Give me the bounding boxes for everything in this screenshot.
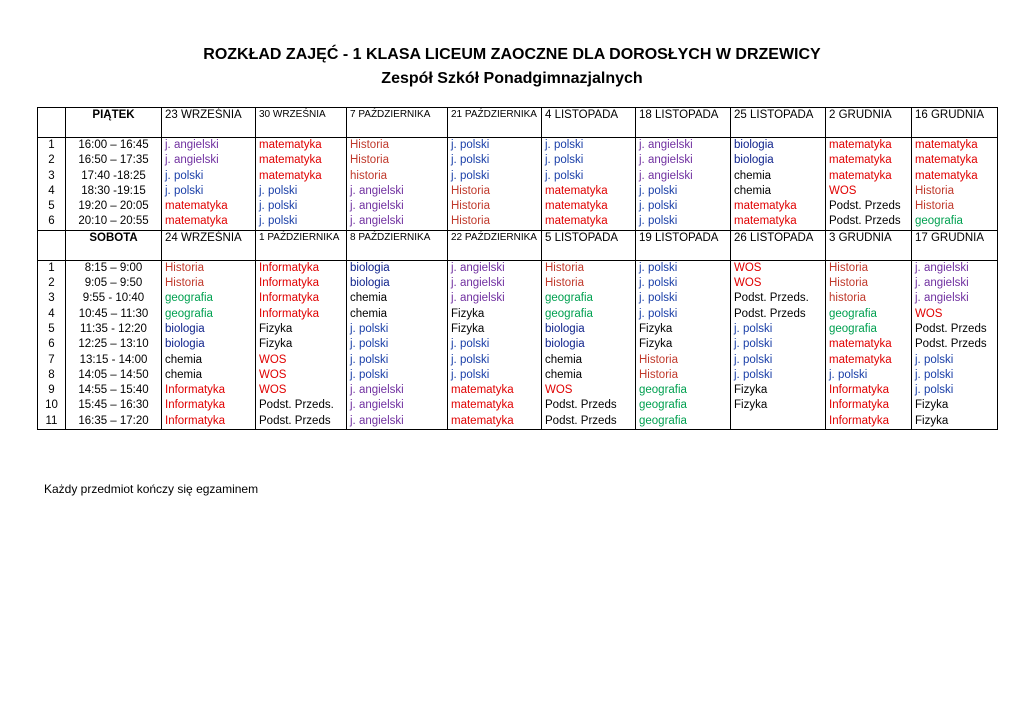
subject-cell: Informatyka xyxy=(162,414,256,430)
subject-cell: j. angielski xyxy=(636,138,731,154)
subject-cell: j. polski xyxy=(448,353,542,368)
date-header: 30 WRZEŚNIA xyxy=(256,108,347,138)
subject-cell: geografia xyxy=(636,414,731,430)
subject-cell: matematyka xyxy=(912,153,998,168)
subject-cell: Fizyka xyxy=(912,414,998,430)
subject-cell: j. polski xyxy=(256,214,347,230)
subject-cell: j. polski xyxy=(731,368,826,383)
subject-cell: Fizyka xyxy=(636,337,731,352)
date-header: 19 LISTOPADA xyxy=(636,230,731,260)
subject-cell: matematyka xyxy=(826,337,912,352)
lesson-time: 14:55 – 15:40 xyxy=(66,383,162,398)
lesson-number: 1 xyxy=(38,138,66,154)
subject-cell: j. polski xyxy=(731,322,826,337)
subject-cell: Fizyka xyxy=(256,337,347,352)
subject-cell xyxy=(731,414,826,430)
lesson-time: 16:50 – 17:35 xyxy=(66,153,162,168)
subject-cell: Informatyka xyxy=(256,276,347,291)
table-row xyxy=(38,276,998,291)
lesson-time: 9:05 – 9:50 xyxy=(66,276,162,291)
table-row xyxy=(38,307,998,322)
table-row xyxy=(38,353,998,368)
day-name: PIĄTEK xyxy=(66,108,162,138)
subject-cell: geografia xyxy=(826,322,912,337)
subject-cell: j. polski xyxy=(636,199,731,214)
subject-cell: j. polski xyxy=(636,276,731,291)
date-header: 23 WRZEŚNIA xyxy=(162,108,256,138)
subject-cell: j. polski xyxy=(448,368,542,383)
date-header: 16 GRUDNIA xyxy=(912,108,998,138)
subject-cell: j. polski xyxy=(256,199,347,214)
subject-cell: matematyka xyxy=(731,214,826,230)
subject-cell: j. angielski xyxy=(912,276,998,291)
subject-cell: WOS xyxy=(542,383,636,398)
subject-cell: j. angielski xyxy=(347,184,448,199)
subject-cell: WOS xyxy=(731,260,826,276)
lesson-number: 1 xyxy=(38,260,66,276)
subject-cell: Fizyka xyxy=(731,398,826,413)
subject-cell: Fizyka xyxy=(448,307,542,322)
subject-cell: j. polski xyxy=(448,169,542,184)
lesson-number: 9 xyxy=(38,383,66,398)
subject-cell: WOS xyxy=(256,368,347,383)
subject-cell: biologia xyxy=(162,337,256,352)
date-header: 24 WRZEŚNIA xyxy=(162,230,256,260)
subject-cell: chemia xyxy=(542,353,636,368)
subject-cell: matematyka xyxy=(542,199,636,214)
subject-cell: j. angielski xyxy=(912,291,998,306)
subject-cell: chemia xyxy=(542,368,636,383)
subject-cell: Informatyka xyxy=(256,307,347,322)
subject-cell: geografia xyxy=(542,307,636,322)
subject-cell: Historia xyxy=(347,138,448,154)
subject-cell: matematyka xyxy=(826,153,912,168)
subject-cell: Historia xyxy=(636,368,731,383)
subject-cell: Fizyka xyxy=(448,322,542,337)
table-row xyxy=(38,138,998,154)
subject-cell: j. polski xyxy=(912,383,998,398)
subject-cell: Fizyka xyxy=(636,322,731,337)
subject-cell: chemia xyxy=(731,184,826,199)
subject-cell: j. polski xyxy=(636,260,731,276)
subject-cell: matematyka xyxy=(256,169,347,184)
subject-cell: Podst. Przeds xyxy=(256,414,347,430)
subject-cell: chemia xyxy=(162,368,256,383)
subject-cell: geografia xyxy=(826,307,912,322)
subject-cell: historia xyxy=(347,169,448,184)
subject-cell: j. polski xyxy=(448,337,542,352)
lesson-time: 14:05 – 14:50 xyxy=(66,368,162,383)
table-row xyxy=(38,337,998,352)
day-header-row xyxy=(38,230,998,260)
date-header: 2 GRUDNIA xyxy=(826,108,912,138)
subject-cell: j. polski xyxy=(731,353,826,368)
date-header: 22 PAŹDZIERNIKA xyxy=(448,230,542,260)
subject-cell: j. polski xyxy=(347,353,448,368)
date-header: 1 PAŹDZIERNIKA xyxy=(256,230,347,260)
subject-cell: Historia xyxy=(448,184,542,199)
subject-cell: Podst. Przeds xyxy=(912,337,998,352)
subject-cell: j. polski xyxy=(542,169,636,184)
subject-cell: Fizyka xyxy=(912,398,998,413)
subject-cell: Historia xyxy=(826,276,912,291)
subject-cell: chemia xyxy=(162,353,256,368)
subject-cell: Historia xyxy=(912,184,998,199)
date-header: 7 PAŹDZIERNIKA xyxy=(347,108,448,138)
subject-cell: Podst. Przeds. xyxy=(731,291,826,306)
subject-cell: j. polski xyxy=(636,291,731,306)
empty-header-cell xyxy=(38,230,66,260)
table-row xyxy=(38,260,998,276)
subject-cell: biologia xyxy=(347,260,448,276)
date-header: 26 LISTOPADA xyxy=(731,230,826,260)
date-header: 21 PAŹDZIERNIKA xyxy=(448,108,542,138)
subject-cell: Podst. Przeds xyxy=(826,199,912,214)
date-header: 3 GRUDNIA xyxy=(826,230,912,260)
subject-cell: chemia xyxy=(347,307,448,322)
subject-cell: historia xyxy=(826,291,912,306)
table-row xyxy=(38,199,998,214)
date-header: 5 LISTOPADA xyxy=(542,230,636,260)
subject-cell: Informatyka xyxy=(256,260,347,276)
lesson-time: 13:15 - 14:00 xyxy=(66,353,162,368)
lesson-time: 9:55 - 10:40 xyxy=(66,291,162,306)
subject-cell: j. polski xyxy=(636,307,731,322)
day-name: SOBOTA xyxy=(66,230,162,260)
subject-cell: matematyka xyxy=(448,398,542,413)
subject-cell: matematyka xyxy=(826,169,912,184)
subject-cell: Informatyka xyxy=(256,291,347,306)
subject-cell: j. polski xyxy=(542,138,636,154)
empty-header-cell xyxy=(38,108,66,138)
page-subtitle: Zespół Szkół Ponadgimnazjalnych xyxy=(381,70,643,87)
subject-cell: j. polski xyxy=(731,337,826,352)
subject-cell: j. polski xyxy=(636,214,731,230)
subject-cell: Historia xyxy=(162,276,256,291)
subject-cell: WOS xyxy=(256,353,347,368)
subject-cell: Podst. Przeds xyxy=(542,398,636,413)
table-row xyxy=(38,214,998,230)
subject-cell: matematyka xyxy=(826,138,912,154)
subject-cell: Historia xyxy=(636,353,731,368)
subject-cell: j. polski xyxy=(162,184,256,199)
subject-cell: matematyka xyxy=(542,214,636,230)
footer-note: Każdy przedmiot kończy się egzaminem xyxy=(44,482,259,496)
subject-cell: Informatyka xyxy=(162,398,256,413)
subject-cell: geografia xyxy=(636,383,731,398)
subject-cell: matematyka xyxy=(256,153,347,168)
lesson-time: 11:35 - 12:20 xyxy=(66,322,162,337)
subject-cell: biologia xyxy=(347,276,448,291)
page-title: ROZKŁAD ZAJĘĆ - 1 KLASA LICEUM ZAOCZNE DLA DOROSŁYCH W DRZEWICY xyxy=(203,46,821,63)
subject-cell: WOS xyxy=(912,307,998,322)
subject-cell: j. polski xyxy=(448,153,542,168)
subject-cell: matematyka xyxy=(912,138,998,154)
subject-cell: j. polski xyxy=(162,169,256,184)
subject-cell: j. angielski xyxy=(448,276,542,291)
lesson-number: 5 xyxy=(38,322,66,337)
lesson-time: 16:00 – 16:45 xyxy=(66,138,162,154)
lesson-number: 2 xyxy=(38,153,66,168)
subject-cell: geografia xyxy=(162,307,256,322)
lesson-time: 17:40 -18:25 xyxy=(66,169,162,184)
lesson-time: 20:10 – 20:55 xyxy=(66,214,162,230)
subject-cell: j. angielski xyxy=(448,260,542,276)
lesson-time: 19:20 – 20:05 xyxy=(66,199,162,214)
subject-cell: j. polski xyxy=(542,153,636,168)
day-header-row xyxy=(38,108,998,138)
lesson-number: 6 xyxy=(38,337,66,352)
table-row xyxy=(38,322,998,337)
subject-cell: j. polski xyxy=(636,184,731,199)
date-header: 25 LISTOPADA xyxy=(731,108,826,138)
lesson-number: 11 xyxy=(38,414,66,430)
lesson-time: 8:15 – 9:00 xyxy=(66,260,162,276)
subject-cell: Podst. Przeds xyxy=(542,414,636,430)
subject-cell: Historia xyxy=(826,260,912,276)
subject-cell: Informatyka xyxy=(826,398,912,413)
subject-cell: j. angielski xyxy=(448,291,542,306)
subject-cell: matematyka xyxy=(256,138,347,154)
subject-cell: matematyka xyxy=(448,383,542,398)
subject-cell: j. polski xyxy=(448,138,542,154)
subject-cell: geografia xyxy=(912,214,998,230)
subject-cell: Historia xyxy=(542,276,636,291)
lesson-number: 6 xyxy=(38,214,66,230)
table-row xyxy=(38,169,998,184)
subject-cell: Informatyka xyxy=(826,414,912,430)
subject-cell: Historia xyxy=(347,153,448,168)
subject-cell: j. polski xyxy=(826,368,912,383)
subject-cell: chemia xyxy=(731,169,826,184)
table-row xyxy=(38,383,998,398)
subject-cell: geografia xyxy=(636,398,731,413)
subject-cell: matematyka xyxy=(826,353,912,368)
lesson-number: 3 xyxy=(38,169,66,184)
subject-cell: matematyka xyxy=(448,414,542,430)
subject-cell: Historia xyxy=(912,199,998,214)
lesson-time: 12:25 – 13:10 xyxy=(66,337,162,352)
lesson-number: 7 xyxy=(38,353,66,368)
subject-cell: Podst. Przeds xyxy=(912,322,998,337)
schedule-body xyxy=(38,108,998,430)
subject-cell: biologia xyxy=(162,322,256,337)
subject-cell: matematyka xyxy=(542,184,636,199)
table-row xyxy=(38,184,998,199)
subject-cell: WOS xyxy=(731,276,826,291)
lesson-number: 4 xyxy=(38,307,66,322)
lesson-number: 3 xyxy=(38,291,66,306)
subject-cell: j. angielski xyxy=(347,199,448,214)
date-header: 18 LISTOPADA xyxy=(636,108,731,138)
subject-cell: j. angielski xyxy=(347,214,448,230)
subject-cell: j. angielski xyxy=(912,260,998,276)
subject-cell: Historia xyxy=(542,260,636,276)
subject-cell: j. angielski xyxy=(636,153,731,168)
subject-cell: Fizyka xyxy=(731,383,826,398)
subject-cell: chemia xyxy=(347,291,448,306)
date-header: 8 PAŹDZIERNIKA xyxy=(347,230,448,260)
table-row xyxy=(38,398,998,413)
subject-cell: j. polski xyxy=(912,353,998,368)
subject-cell: Podst. Przeds. xyxy=(256,398,347,413)
schedule-table xyxy=(37,107,998,430)
lesson-time: 18:30 -19:15 xyxy=(66,184,162,199)
subject-cell: biologia xyxy=(731,153,826,168)
table-row xyxy=(38,291,998,306)
subject-cell: Historia xyxy=(448,214,542,230)
subject-cell: WOS xyxy=(826,184,912,199)
subject-cell: Podst. Przeds xyxy=(731,307,826,322)
date-header: 17 GRUDNIA xyxy=(912,230,998,260)
subject-cell: Historia xyxy=(448,199,542,214)
subject-cell: geografia xyxy=(542,291,636,306)
subject-cell: WOS xyxy=(256,383,347,398)
subject-cell: Historia xyxy=(162,260,256,276)
subject-cell: geografia xyxy=(162,291,256,306)
subject-cell: Fizyka xyxy=(256,322,347,337)
subject-cell: j. polski xyxy=(347,322,448,337)
subject-cell: Informatyka xyxy=(826,383,912,398)
lesson-time: 16:35 – 17:20 xyxy=(66,414,162,430)
lesson-time: 15:45 – 16:30 xyxy=(66,398,162,413)
table-row xyxy=(38,414,998,430)
subject-cell: Informatyka xyxy=(162,383,256,398)
lesson-number: 4 xyxy=(38,184,66,199)
subject-cell: j. angielski xyxy=(636,169,731,184)
subject-cell: j. polski xyxy=(347,368,448,383)
subject-cell: j. angielski xyxy=(162,138,256,154)
lesson-number: 10 xyxy=(38,398,66,413)
lesson-number: 5 xyxy=(38,199,66,214)
subject-cell: j. polski xyxy=(912,368,998,383)
subject-cell: j. polski xyxy=(256,184,347,199)
subject-cell: biologia xyxy=(731,138,826,154)
subject-cell: matematyka xyxy=(912,169,998,184)
table-row xyxy=(38,368,998,383)
lesson-number: 8 xyxy=(38,368,66,383)
lesson-number: 2 xyxy=(38,276,66,291)
subject-cell: j. polski xyxy=(347,337,448,352)
subject-cell: biologia xyxy=(542,337,636,352)
date-header: 4 LISTOPADA xyxy=(542,108,636,138)
subject-cell: j. angielski xyxy=(347,414,448,430)
subject-cell: matematyka xyxy=(162,199,256,214)
subject-cell: j. angielski xyxy=(347,383,448,398)
table-row xyxy=(38,153,998,168)
subject-cell: matematyka xyxy=(162,214,256,230)
subject-cell: j. angielski xyxy=(162,153,256,168)
subject-cell: biologia xyxy=(542,322,636,337)
lesson-time: 10:45 – 11:30 xyxy=(66,307,162,322)
subject-cell: Podst. Przeds xyxy=(826,214,912,230)
subject-cell: j. angielski xyxy=(347,398,448,413)
subject-cell: matematyka xyxy=(731,199,826,214)
